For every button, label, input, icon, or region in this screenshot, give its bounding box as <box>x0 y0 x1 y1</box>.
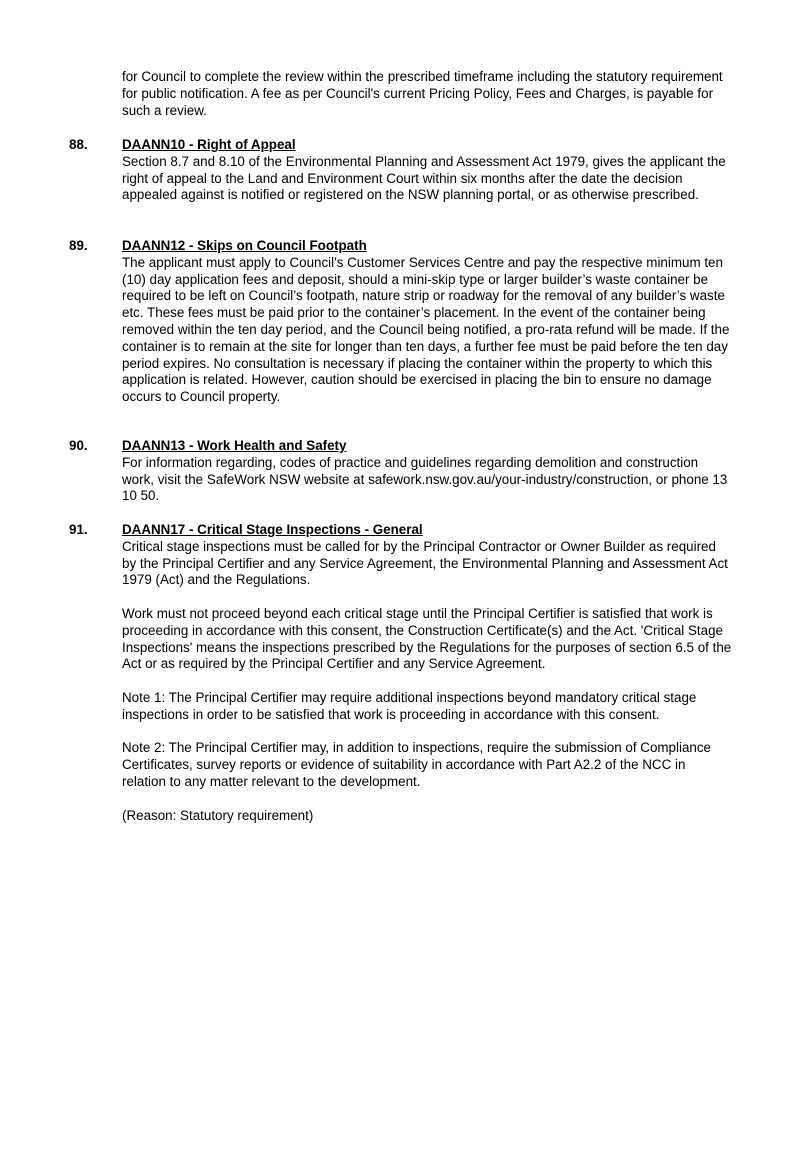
clause-paragraph: Critical stage inspections must be called for by the Principal Contractor or Owner Builder as required by the Principal Certifier and any Service Agreement, the Environmental Planning and Assessment Act 1979 (Act) and the Regulations. <box>122 538 728 588</box>
clause-number: 90. <box>69 438 88 453</box>
clause-paragraph: Work must not proceed beyond each critical stage until the Principal Certifier is satisfied that work is proceeding in accordance with this consent, the Construction Certificate(s) and the Act. 'Critical Stage Inspections' means the inspections prescribed by the Regulations for the purposes of section 6.5 of the Act or as required by the Principal Certifier and any Service Agreement. <box>122 605 732 672</box>
clause-paragraph: For information regarding, codes of practice and guidelines regarding demolition and construction work, visit the SafeWork NSW website at safework.nsw.gov.au/your-industry/construction, or phone 13 10 50. <box>122 454 728 504</box>
clause-number: 91. <box>69 522 88 537</box>
clause-body <box>122 238 732 406</box>
clause-paragraph: Note 1: The Principal Certifier may require additional inspections beyond mandatory critical stage inspections in order to be satisfied that work is proceeding in accordance with this consent. <box>122 689 697 722</box>
clause-paragraph: Note 2: The Principal Certifier may, in addition to inspections, require the submission of Compliance Certificates, survey reports or evidence of suitability in accordance with Part A2.2 of the NCC in relation to any matter relevant to the development. <box>122 740 711 789</box>
clause-paragraph: Section 8.7 and 8.10 of the Environmental Planning and Assessment Act 1979, gives the applicant the right of appeal to the Land and Environment Court within six months after the date the decision appealed against is notified or registered on the NSW planning portal, or as otherwise prescribed. <box>122 153 726 203</box>
clause-title: DAANN12 - Skips on Council Footpath <box>122 238 367 253</box>
clause-title: DAANN17 - Critical Stage Inspections - General <box>122 522 423 537</box>
clause-title: DAANN10 - Right of Appeal <box>122 137 296 152</box>
clause-body <box>122 137 732 204</box>
clause-title: DAANN13 - Work Health and Safety <box>122 438 347 453</box>
clause-body <box>122 438 732 505</box>
reason-paragraph: (Reason: Statutory requirement) <box>122 807 314 823</box>
clause-number: 88. <box>69 137 88 152</box>
intro-paragraph: for Council to complete the review within the prescribed timeframe including the statutory requirement for public notification. A fee as per Council's current Pricing Policy, Fees and Charges, is payable for such a review. <box>122 69 723 118</box>
clause-paragraph: The applicant must apply to Council's Customer Services Centre and pay the respective minimum ten (10) day application fees and deposit, should a mini-skip type or larger builder’s waste container be required to be left on Council’s footpath, nature strip or roadway for the removal of any builder’s waste etc. These fees must be paid prior to the container’s placement. In the event of the container being removed within the ten day period, and the Council being notified, a pro-rata refund will be made. If the container is to remain at the site for longer than ten days, a further fee must be paid before the ten day period expires. No consultation is necessary if placing the container within the property to which this application is related. However, caution should be exercised in placing the bin to ensure no damage occurs to Council property. <box>122 254 730 405</box>
clause-number: 89. <box>69 238 88 253</box>
clause-body <box>122 522 732 824</box>
